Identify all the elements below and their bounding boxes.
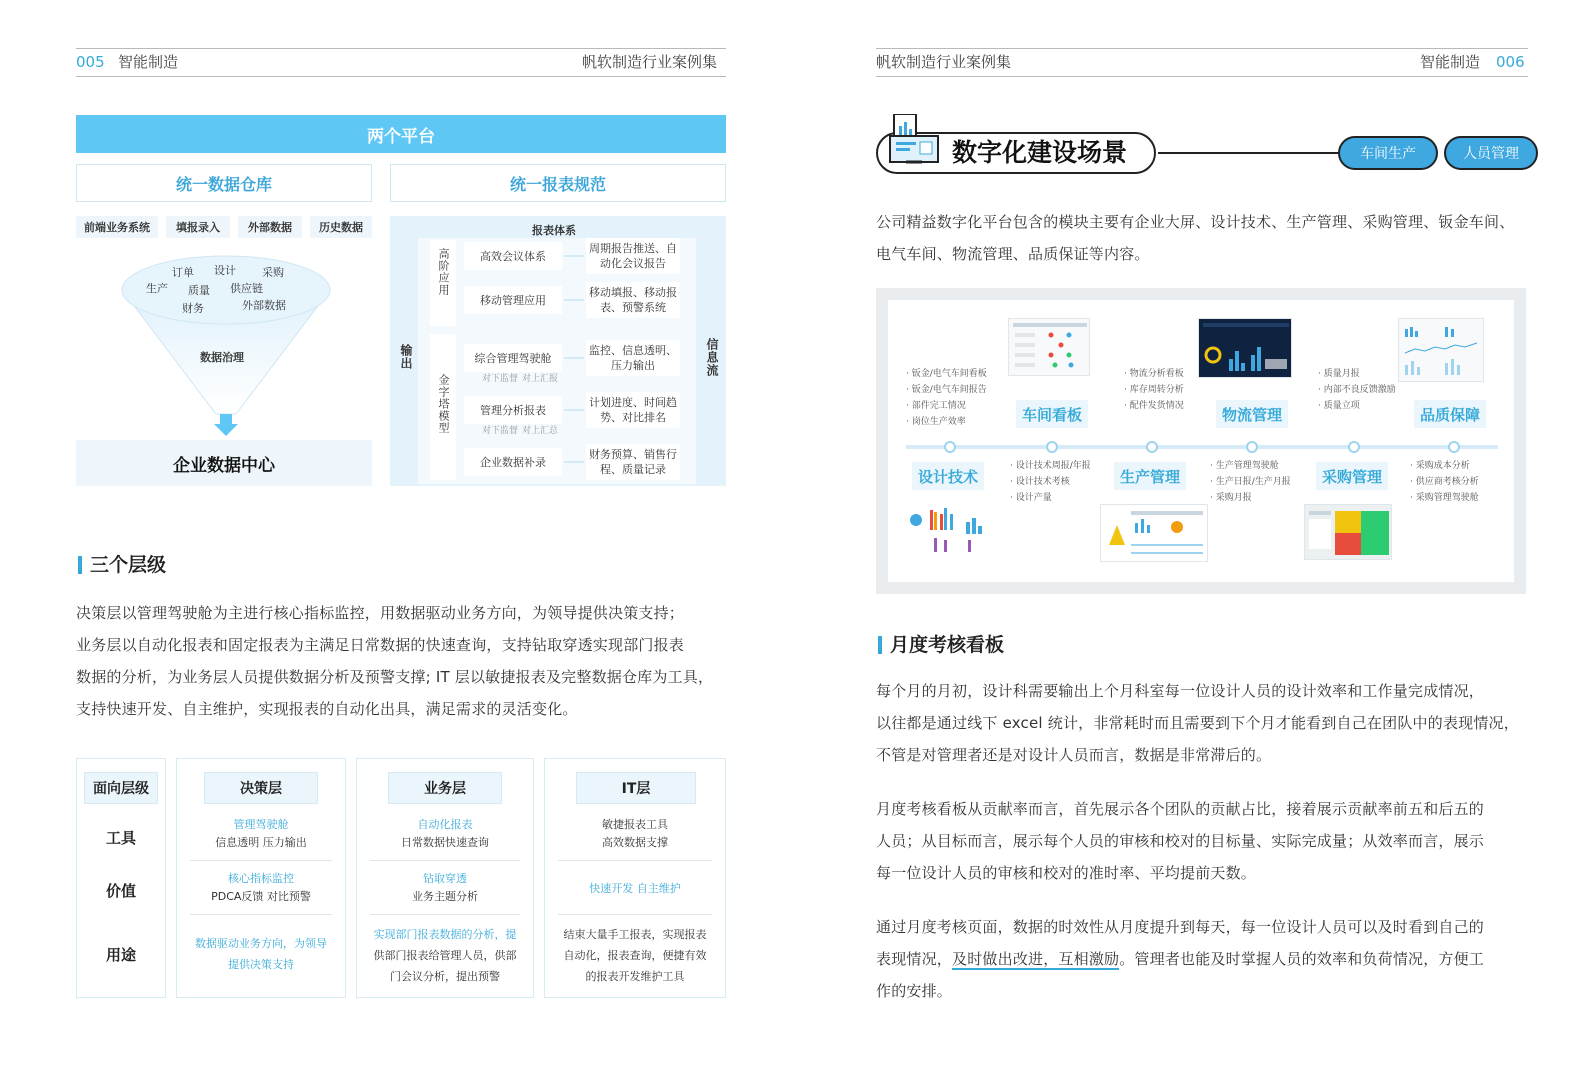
divider [558, 914, 712, 915]
row-label-use: 用途 [106, 946, 137, 964]
timeline-node [1046, 441, 1058, 453]
source-tag: 填报录入 [166, 216, 230, 238]
divider [370, 860, 520, 861]
output-label: 输出 [399, 344, 413, 370]
report-desc: 财务预算、销售行程、质量记录 [586, 444, 680, 480]
pyramid-label: 金字塔模型 [437, 374, 450, 434]
source-tag: 历史数据 [310, 216, 372, 238]
module-label-workshop-board: 车间看板 [1016, 400, 1088, 428]
header-top-rule-right [876, 48, 1528, 49]
header-bottom-rule-right [876, 76, 1528, 77]
info-flow-label: 信息流 [705, 338, 719, 377]
tool-secondary: 高效数据支撑 [602, 836, 668, 849]
header-section-left: 智能制造 [118, 53, 179, 71]
procurement-board-thumbnail [1304, 504, 1392, 560]
report-desc: 周期报告推送、自动化会议报告 [586, 238, 680, 274]
highlight-underline: 及时做出改进，互相激励 [952, 950, 1120, 968]
source-tag: 外部数据 [238, 216, 302, 238]
report-desc: 计划进度、时间趋势、对比排名 [586, 392, 680, 428]
quality-board-thumbnail [1398, 318, 1484, 382]
three-levels-paragraph: 决策层以管理驾驶舱为主进行核心指标监控，用数据驱动业务方向，为领导提供决策支持； 业务层以自动化报表和固定报表为主满足日常数据的快速查询，支持钻取穿透实现部门报表 数据的分析，为业务层人员提供数据分析及预警支撑; IT 层以敏捷报表及完整数据仓库为工具， 支持快速开发、自主维护，实现报表的自动化出具，满足需求的灵活变化。 [76, 604, 714, 718]
timeline-node [1348, 441, 1360, 453]
value-secondary: 业务主题分析 [412, 890, 478, 903]
business-layer-head: 业务层 [388, 772, 502, 804]
decision-layer-head: 决策层 [204, 772, 318, 804]
digital-paragraph: 公司精益数字化平台包含的模块主要有企业大屏、设计技术、生产管理、采购管理、钣金车间、 电气车间、物流管理、品质保证等内容。 [876, 213, 1515, 263]
header-section-right: 智能制造 [1420, 53, 1481, 71]
production-board-thumbnail [1100, 504, 1208, 562]
micro-note: 对下监督 [482, 374, 519, 384]
report-desc: 移动填报、移动报表、预警系统 [586, 282, 680, 318]
logistics-board-thumbnail [1198, 318, 1292, 378]
module-label-procurement: 采购管理 [1316, 462, 1388, 490]
design-board-thumbnail [906, 500, 998, 558]
micro-note: 对上汇总 [522, 426, 559, 436]
use-line: 的报表开发维护工具 [585, 970, 685, 983]
data-governance-label: 数据治理 [200, 351, 244, 364]
report-item: 综合管理驾驶舱 [464, 344, 562, 372]
report-item: 企业数据补录 [464, 448, 562, 476]
timeline-line [906, 445, 1498, 449]
tool-primary: 管理驾驶舱 [233, 818, 289, 831]
report-system-title: 报表体系 [532, 224, 576, 237]
tool-secondary: 日常数据快速查询 [401, 836, 489, 849]
report-item: 管理分析报表 [464, 396, 562, 424]
tool-primary: 敏捷报表工具 [602, 818, 668, 831]
module-bullets: · 钣金/电气车间看板 · 钣金/电气车间报告 · 部件完工情况 · 岗位生产效率 [906, 366, 987, 430]
use-line: 数据驱动业务方向，为领导 [195, 937, 327, 950]
page-number-left: 005 [76, 53, 105, 71]
timeline-node [1246, 441, 1258, 453]
divider [370, 914, 520, 915]
funnel-word: 订单 [172, 266, 194, 279]
micro-note: 对上汇报 [522, 374, 559, 384]
module-bullets: · 设计技术周报/年报 · 设计技术考核 · 设计产量 [1010, 458, 1091, 506]
tag-pill-workshop: 车间生产 [1338, 136, 1438, 170]
timeline-node [1146, 441, 1158, 453]
use-line: 自动化，报表查询，便捷有效 [563, 949, 707, 962]
source-tag: 前端业务系统 [76, 216, 158, 238]
timeline-node [944, 441, 956, 453]
funnel-word: 供应链 [230, 282, 263, 295]
digital-title: 数字化建设场景 [952, 138, 1128, 167]
divider [558, 860, 712, 861]
use-line: 提供决策支持 [228, 958, 294, 971]
dashboard-monitor-icon [888, 114, 944, 170]
report-standard-title: 统一报表规范 [390, 164, 726, 202]
report-item: 移动管理应用 [464, 286, 562, 314]
use-line: 结束大量手工报表，实现报表 [563, 928, 707, 941]
header-title-right: 帆软制造行业案例集 [876, 53, 1012, 71]
module-bullets: · 物流分析看板 · 库存周转分析 · 配件发货情况 [1124, 366, 1184, 414]
funnel-word: 外部数据 [242, 299, 286, 312]
tool-primary: 自动化报表 [417, 818, 473, 831]
monthly-paragraph-1: 每个月的月初，设计科需要输出上个月科室每一位设计人员的设计效率和工作量完成情况， 以往都是通过线下 excel 统计，非常耗时而且需要到下个月才能看到自己在团队中的表现情况， 不管是对管理者还是对设计人员而言，数据是非常滞后的。 [876, 682, 1519, 764]
monthly-board-title: 月度考核看板 [878, 633, 1004, 657]
module-bullets: · 采购成本分析 · 供应商考核分析 · 采购管理驾驶舱 [1410, 458, 1479, 506]
monthly-paragraph-2: 月度考核看板从贡献率而言，首先展示各个团队的贡献占比，接着展示贡献率前五和后五的 人员；从目标而言，展示每个人员的审核和校对的目标量、实际完成量；从效率而言，展示 每一位设计人员的审核和校对的准时率、平均提前天数。 [876, 800, 1485, 882]
value-secondary: PDCA反馈 对比预警 [211, 890, 311, 903]
header-bottom-rule [76, 76, 726, 77]
enterprise-data-center: 企业数据中心 [76, 440, 372, 486]
funnel-word: 财务 [182, 302, 204, 315]
title-connector-line [1158, 152, 1340, 154]
header-top-rule [76, 48, 726, 49]
tool-secondary: 信息透明 压力输出 [215, 836, 307, 849]
funnel-word: 生产 [146, 282, 168, 295]
platform-banner: 两个平台 [76, 115, 726, 153]
value-primary: 钻取穿透 [423, 872, 467, 885]
module-label-logistics: 物流管理 [1216, 400, 1288, 428]
module-bullets: · 生产管理驾驶舱 · 生产日报/生产月报 · 采购月报 [1210, 458, 1291, 506]
report-item: 高效会议体系 [464, 242, 562, 270]
use-line: 门会议分析，提出预警 [390, 970, 500, 983]
funnel-word: 质量 [188, 284, 210, 297]
row-label-tool: 工具 [106, 829, 137, 847]
micro-note: 对下监督 [482, 426, 519, 436]
it-layer-head: IT层 [576, 772, 696, 804]
workshop-board-thumbnail [1008, 318, 1090, 376]
module-label-design: 设计技术 [912, 462, 984, 490]
header-title-left: 帆软制造行业案例集 [582, 53, 718, 71]
timeline-node [1448, 441, 1460, 453]
level-head-label: 面向层级 [84, 772, 158, 804]
module-label-quality: 品质保障 [1414, 400, 1486, 428]
module-label-production: 生产管理 [1114, 462, 1186, 490]
report-desc: 监控、信息透明、压力输出 [586, 340, 680, 376]
use-line: 实现部门报表数据的分析，提 [373, 928, 517, 941]
value-primary: 核心指标监控 [228, 872, 294, 885]
funnel-word: 采购 [262, 266, 284, 279]
connector-arrows [562, 240, 588, 480]
funnel-word: 设计 [214, 264, 236, 277]
monthly-paragraph-3: 通过月度考核页面，数据的时效性从月度提升到每天，每一位设计人员可以及时看到自己的 表现情况，及时做出改进，互相激励。管理者也能及时掌握人员的效率和负荷情况，方便工 作的安排。 [876, 918, 1485, 1000]
data-warehouse-title: 统一数据仓库 [76, 164, 372, 202]
high-apps-label: 高阶应用 [437, 248, 450, 296]
row-label-value: 价值 [106, 882, 137, 900]
module-bullets: · 质量月报 · 内部不良反馈激励 · 质量立项 [1318, 366, 1396, 414]
use-line: 供部门报表给管理人员，供部 [373, 949, 517, 962]
value-primary: 快速开发 自主维护 [589, 882, 681, 895]
divider [190, 914, 332, 915]
tag-pill-personnel: 人员管理 [1444, 136, 1538, 170]
divider [190, 860, 332, 861]
three-levels-title: 三个层级 [78, 553, 166, 577]
page-number-right: 006 [1496, 53, 1525, 71]
